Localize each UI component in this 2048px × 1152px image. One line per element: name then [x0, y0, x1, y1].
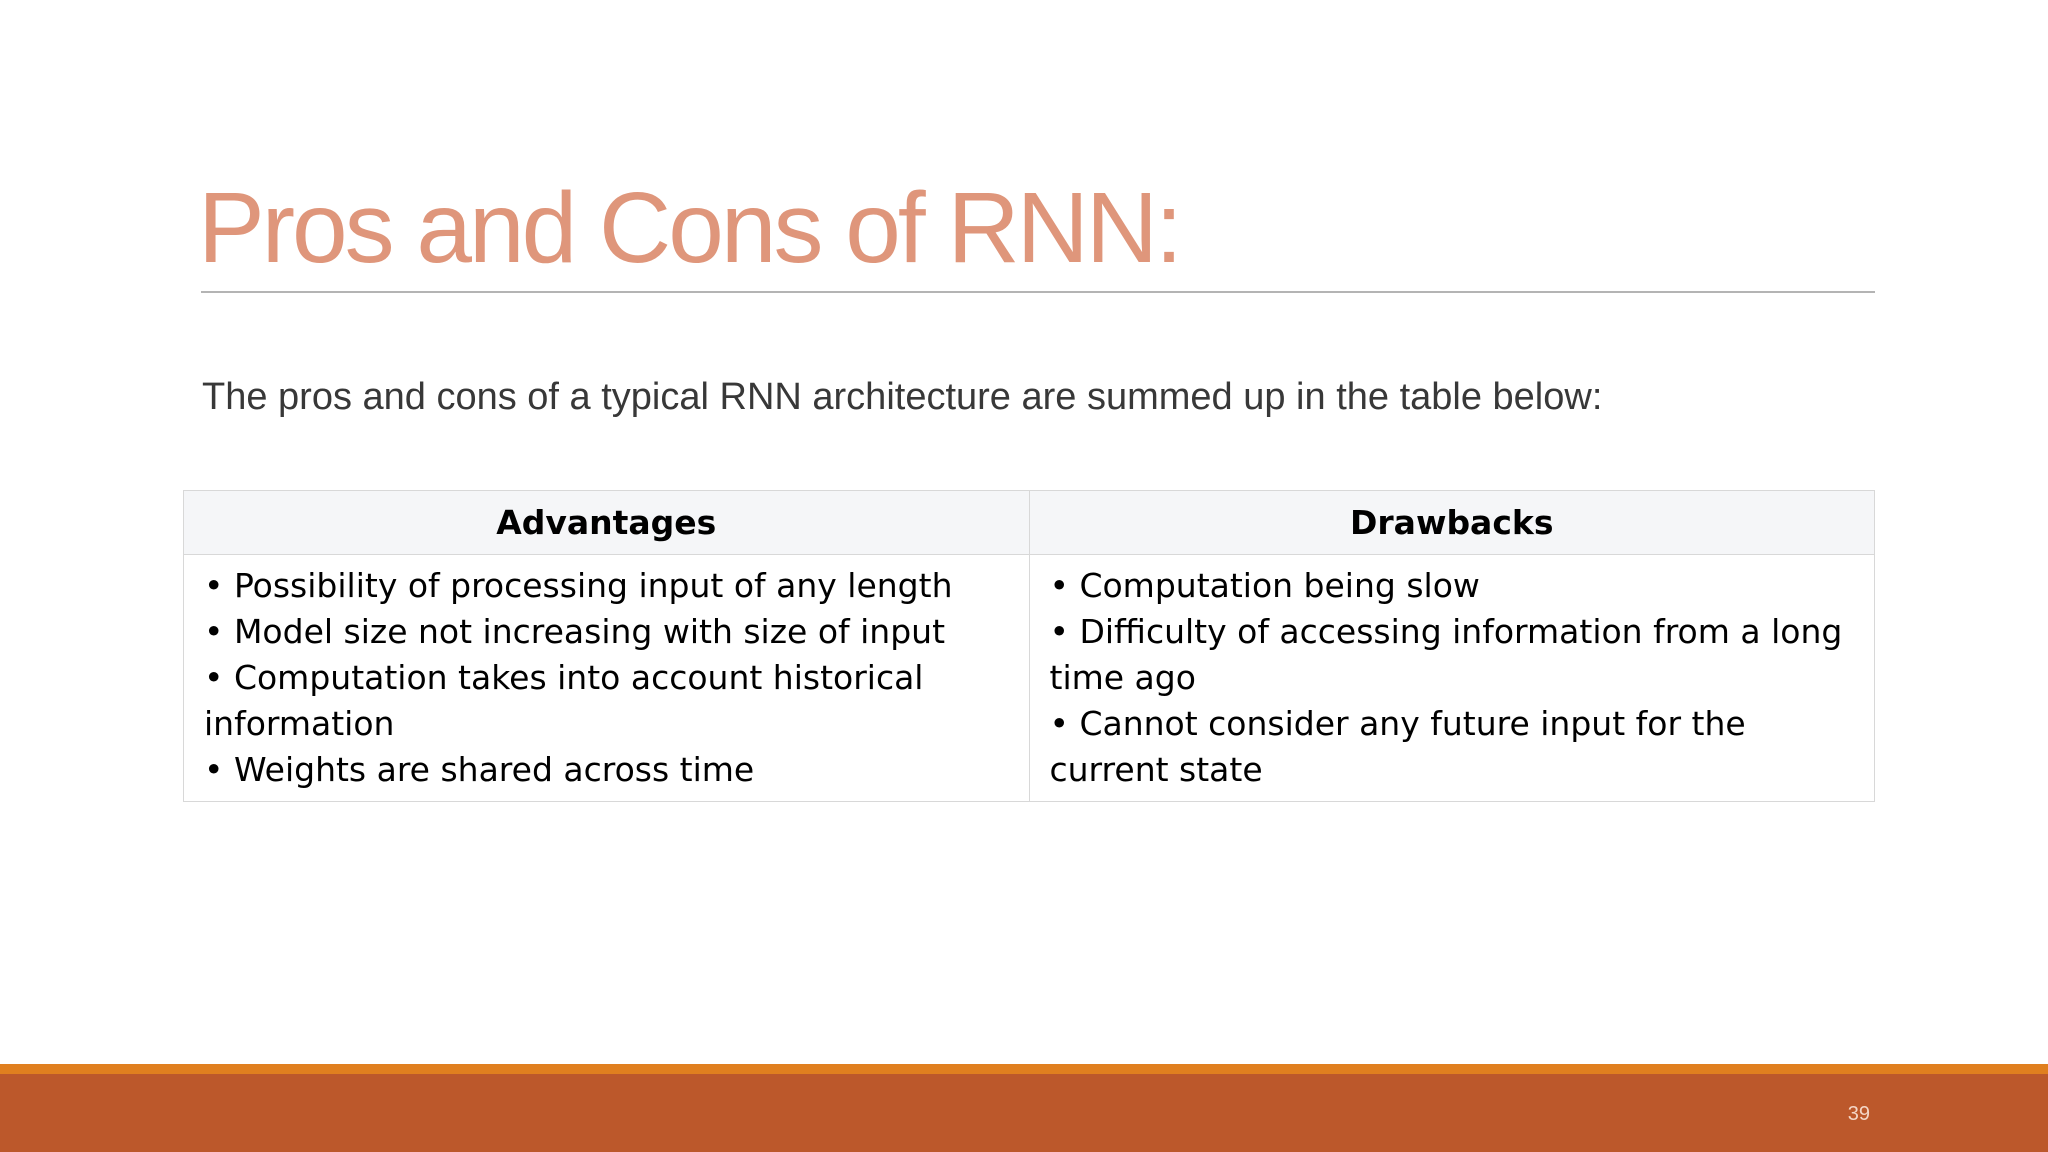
footer-bar: [0, 1074, 2048, 1152]
advantages-header: Advantages: [184, 491, 1030, 555]
page-number: 39: [1847, 1103, 1870, 1125]
slide-title: Pros and Cons of RNN:: [198, 172, 1180, 284]
advantage-item: • Possibility of processing input of any length: [204, 566, 953, 605]
footer-accent-stripe: [0, 1064, 2048, 1074]
drawbacks-cell: [1029, 555, 1875, 802]
drawbacks-header: Drawbacks: [1029, 491, 1875, 555]
pros-cons-table: [183, 490, 1875, 802]
drawback-item: • Computation being slow: [1049, 566, 1480, 605]
intro-text: The pros and cons of a typical RNN architecture are summed up in the table below:: [202, 376, 1603, 418]
table-row: [184, 555, 1875, 802]
advantages-cell: [184, 555, 1030, 802]
advantage-item: • Model size not increasing with size of input: [204, 612, 946, 651]
drawback-item: • Difficulty of accessing information from a long time ago: [1049, 612, 1843, 697]
advantage-item: • Computation takes into account historical information: [204, 658, 924, 743]
drawback-item: • Cannot consider any future input for the current state: [1049, 704, 1746, 789]
table-header-row: [184, 491, 1875, 555]
advantage-item: • Weights are shared across time: [204, 750, 755, 789]
title-divider: [201, 291, 1875, 293]
